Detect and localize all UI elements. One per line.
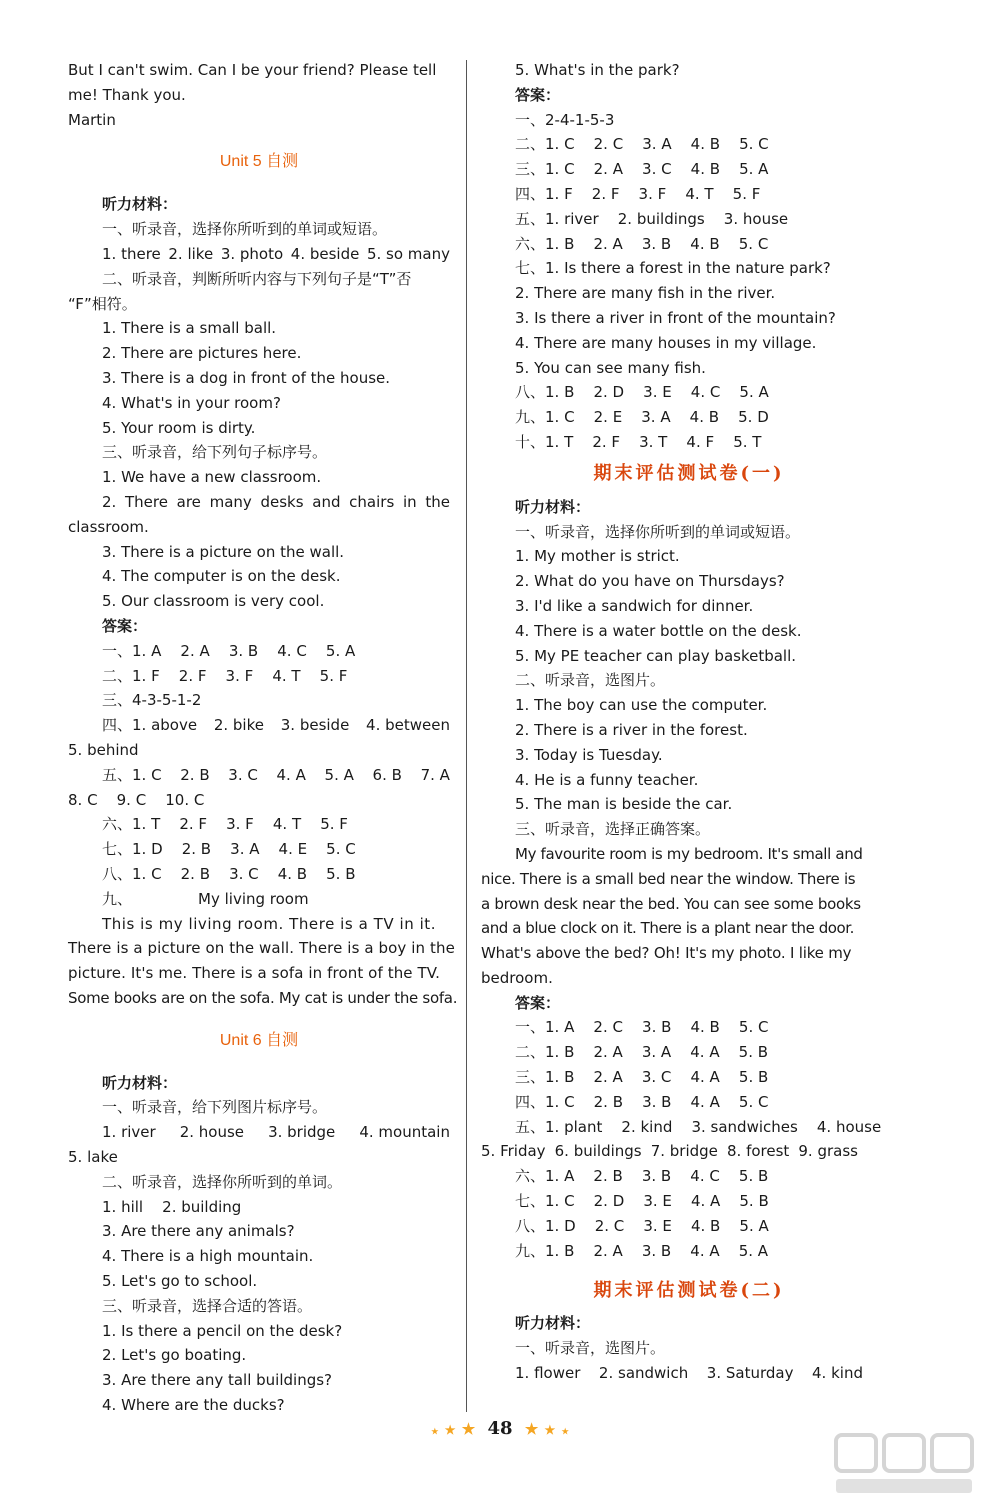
watermark-logo-icon <box>830 1429 980 1499</box>
item-row <box>515 1361 863 1386</box>
answer-row <box>68 713 450 738</box>
answer: 7. bridge <box>650 1142 718 1161</box>
star-icon: ★ <box>431 1426 439 1436</box>
section-title: 二、听录音，选图片。 <box>515 671 666 690</box>
text-line: 5. My PE teacher can play basketball. <box>515 646 797 665</box>
material-label: 听力材料： <box>102 195 178 214</box>
section-title-cont: “F”相符。 <box>68 294 137 313</box>
answer-row: 七、1. C 2. D 3. E 4. A 5. B <box>515 1192 769 1211</box>
essay-line: picture. It's me. There is a sofa in front of the TV. <box>68 964 441 983</box>
text-line: 1. There is a small ball. <box>102 319 277 338</box>
word: There <box>125 492 168 511</box>
text-line: 4. The computer is on the desk. <box>102 567 341 586</box>
answer: 5. Friday <box>481 1142 546 1161</box>
material-label: 听力材料： <box>102 1073 178 1092</box>
intro-line: But I can't swim. Can I be your friend? Please tell <box>68 61 437 79</box>
answer-row: 九、1. C 2. E 3. A 4. B 5. D <box>515 408 769 427</box>
left-column <box>68 58 458 1418</box>
answer-row: 二、1. F 2. F 3. F 4. T 5. F <box>102 666 348 685</box>
section-title: 三、听录音，选择合适的答语。 <box>102 1296 313 1315</box>
answer: 7. A <box>420 765 450 784</box>
answer: 2. B <box>180 765 210 784</box>
item: 4. kind <box>812 1364 863 1383</box>
item: 1. there <box>102 244 161 263</box>
page-number: 48 <box>487 1418 513 1439</box>
answer-row: 八、1. B 2. D 3. E 4. C 5. A <box>515 383 769 402</box>
answer-row: 三、1. C 2. A 3. C 4. B 5. A <box>515 160 769 179</box>
answer-row: 一、1. A 2. C 3. B 4. B 5. C <box>515 1018 769 1037</box>
text-line: classroom. <box>68 517 149 536</box>
exam1-title: 期末评估测试卷(一) <box>593 462 785 484</box>
answer-row: 2. There are many fish in the river. <box>515 284 776 303</box>
item: 2. like <box>168 244 214 263</box>
star-icon: ★ <box>444 1423 456 1437</box>
answer-row: 二、1. B 2. A 3. A 4. A 5. B <box>515 1043 769 1062</box>
section-title: 一、听录音，选图片。 <box>515 1339 666 1358</box>
answer: 4. A <box>276 765 306 784</box>
text-line <box>68 490 450 515</box>
passage-line: bedroom. <box>481 968 553 987</box>
section-title: 三、听录音，给下列句子标序号。 <box>102 443 328 462</box>
answer-row: 三、4-3-5-1-2 <box>102 691 202 710</box>
answer-row <box>68 763 450 788</box>
answer-row: 八、1. D 2. C 3. E 4. B 5. A <box>515 1216 769 1235</box>
section-title: 三、听录音，选择正确答案。 <box>515 820 711 839</box>
text-line: 5. Our classroom is very cool. <box>102 592 325 611</box>
answer-row-cont <box>481 1139 858 1164</box>
section-title: 一、听录音，选择你所听到的单词或短语。 <box>515 522 801 541</box>
text-line: 5. The man is beside the car. <box>515 795 733 814</box>
essay-line: Some books are on the sofa. My cat is under the sofa. <box>68 988 458 1007</box>
answer: 4. between <box>366 716 450 735</box>
material-label: 听力材料： <box>515 497 591 516</box>
answer-row: 四、1. C 2. B 3. B 4. A 5. C <box>515 1092 769 1111</box>
section-title: 二、听录音，判断所听内容与下列句子是“T”否 <box>102 269 412 288</box>
text-line: 1. hill 2. building <box>102 1197 242 1216</box>
text-line: 3. There is a dog in front of the house. <box>102 368 391 387</box>
answer-row: 三、1. B 2. A 3. C 4. A 5. B <box>515 1068 769 1087</box>
answer: 2. bike <box>213 716 264 735</box>
essay-title: My living room <box>198 889 309 908</box>
answer-row: 二、1. C 2. C 3. A 4. B 5. C <box>515 135 769 154</box>
answer-row: 5. You can see many fish. <box>515 358 706 377</box>
text-line: 3. Are there any tall buildings? <box>102 1371 333 1390</box>
item: 3. Saturday <box>706 1364 794 1383</box>
answer-row: 3. Is there a river in front of the mountain? <box>515 308 836 327</box>
section-title: 二、听录音，选择你所听到的单词。 <box>102 1172 343 1191</box>
answer-row-cont: 5. behind <box>68 740 139 759</box>
text-line: 3. Today is Tuesday. <box>515 745 663 764</box>
unit5-title: Unit 5 自测 <box>219 153 299 171</box>
essay-line: There is a picture on the wall. There is a boy in the <box>68 939 455 958</box>
essay-text: This is my living room. There is a TV in it. <box>102 914 437 933</box>
intro-signature: Martin <box>68 110 116 129</box>
answer-row: 五、1. plant 2. kind 3. sandwiches 4. house <box>515 1117 882 1136</box>
answer: 五、1. C <box>102 765 162 784</box>
answer-row <box>68 887 450 912</box>
text-line: 1. My mother is strict. <box>515 547 680 566</box>
section-title: 一、听录音，给下列图片标序号。 <box>102 1098 328 1117</box>
text-line: 4. There is a high mountain. <box>102 1247 314 1266</box>
text-line: 5. Let's go to school. <box>102 1272 258 1291</box>
answer-label: 答案： <box>102 616 148 635</box>
answer-label: 答案： <box>515 993 561 1012</box>
text-line: 5. Your room is dirty. <box>102 418 256 437</box>
answer-row: 四、1. F 2. F 3. F 4. T 5. F <box>515 184 761 203</box>
word: many <box>209 492 252 511</box>
word: the <box>425 492 450 511</box>
answer-row: 八、1. C 2. B 3. C 4. B 5. B <box>102 864 356 883</box>
passage-line: and a blue clock on it. There is a plant near the door. <box>481 919 854 938</box>
answer-row: 六、1. T 2. F 3. F 4. T 5. F <box>102 815 348 834</box>
text-line: 4. What's in your room? <box>102 393 281 412</box>
item: 3. bridge <box>268 1123 336 1142</box>
text-line: 1. Is there a pencil on the desk? <box>102 1321 343 1340</box>
section-title: 一、听录音，选择你所听到的单词或短语。 <box>102 220 388 239</box>
exam2-title: 期末评估测试卷(二) <box>593 1280 785 1302</box>
passage-line: nice. There is a small bed near the window. There is <box>481 869 856 888</box>
right-column <box>481 58 882 1386</box>
text-line: 5. What's in the park? <box>515 61 680 79</box>
item: 5. so many <box>366 244 450 263</box>
text-line: 2. What do you have on Thursdays? <box>515 572 785 591</box>
word: 2. <box>102 492 117 511</box>
answer-row: 一、2-4-1-5-3 <box>515 110 615 129</box>
answer: 四、1. above <box>102 716 198 735</box>
text-line: 3. Are there any animals? <box>102 1222 295 1241</box>
word: chairs <box>349 492 395 511</box>
item: 3. photo <box>220 244 284 263</box>
item: 1. flower <box>515 1364 581 1383</box>
text-line: 2. There are pictures here. <box>102 344 302 363</box>
item-row <box>68 242 450 267</box>
text-line: 2. There is a river in the forest. <box>515 720 748 739</box>
answer-row: 七、1. D 2. B 3. A 4. E 5. C <box>102 840 356 859</box>
text-line: 3. I'd like a sandwich for dinner. <box>515 596 754 615</box>
answer-row-cont: 8. C 9. C 10. C <box>68 790 205 809</box>
answer: 5. A <box>324 765 354 784</box>
text-line: 4. He is a funny teacher. <box>515 770 699 789</box>
answer-label: 答案： <box>515 85 561 104</box>
item-row <box>68 1120 450 1145</box>
intro-line: me! Thank you. <box>68 85 186 104</box>
item: 2. house <box>179 1123 245 1142</box>
text-line: 1. The boy can use the computer. <box>515 696 768 715</box>
essay-line <box>68 912 450 937</box>
answer-row: 4. There are many houses in my village. <box>515 333 817 352</box>
passage-line: a brown desk near the bed. You can see some books <box>481 894 861 913</box>
word: are <box>176 492 201 511</box>
answer-label: 九、 <box>102 889 133 908</box>
answer: 6. B <box>372 765 402 784</box>
answer: 6. buildings <box>554 1142 642 1161</box>
item: 2. sandwich <box>598 1364 689 1383</box>
unit6-title: Unit 6 自测 <box>219 1031 299 1049</box>
material-label: 听力材料： <box>515 1314 591 1333</box>
star-icon: ★ <box>461 1420 476 1438</box>
star-icon: ★ <box>524 1420 539 1438</box>
text-line: 2. Let's go boating. <box>102 1346 247 1365</box>
answer: 3. beside <box>280 716 350 735</box>
item: 1. river <box>102 1123 156 1142</box>
column-divider <box>466 60 467 1412</box>
answer-row: 十、1. T 2. F 3. T 4. F 5. T <box>515 432 762 451</box>
answer-row: 六、1. B 2. A 3. B 4. B 5. C <box>515 234 769 253</box>
text-line: 4. There is a water bottle on the desk. <box>515 621 802 640</box>
text-line: 1. We have a new classroom. <box>102 468 322 487</box>
star-icon: ★ <box>544 1423 556 1437</box>
answer: 3. C <box>228 765 258 784</box>
answer-row: 六、1. A 2. B 3. B 4. C 5. B <box>515 1167 769 1186</box>
passage-line: What's above the bed? Oh! It's my photo. I like my <box>481 944 852 963</box>
answer: 9. grass <box>798 1142 858 1161</box>
passage-line: My favourite room is my bedroom. It's small and <box>515 844 863 863</box>
word: in <box>402 492 417 511</box>
word: desks <box>260 492 304 511</box>
answer-row: 一、1. A 2. A 3. B 4. C 5. A <box>102 641 356 660</box>
text-line: 4. Where are the ducks? <box>102 1396 285 1415</box>
answer-row: 五、1. river 2. buildings 3. house <box>515 209 789 228</box>
word: and <box>312 492 341 511</box>
item: 4. mountain <box>359 1123 450 1142</box>
answer-row: 七、1. Is there a forest in the nature park? <box>515 259 831 278</box>
item: 4. beside <box>290 244 360 263</box>
answer: 8. forest <box>726 1142 790 1161</box>
answer-row: 九、1. B 2. A 3. B 4. A 5. A <box>515 1241 769 1260</box>
text-line: 3. There is a picture on the wall. <box>102 542 345 561</box>
star-icon: ★ <box>561 1426 569 1436</box>
item-row-cont: 5. lake <box>68 1148 118 1167</box>
